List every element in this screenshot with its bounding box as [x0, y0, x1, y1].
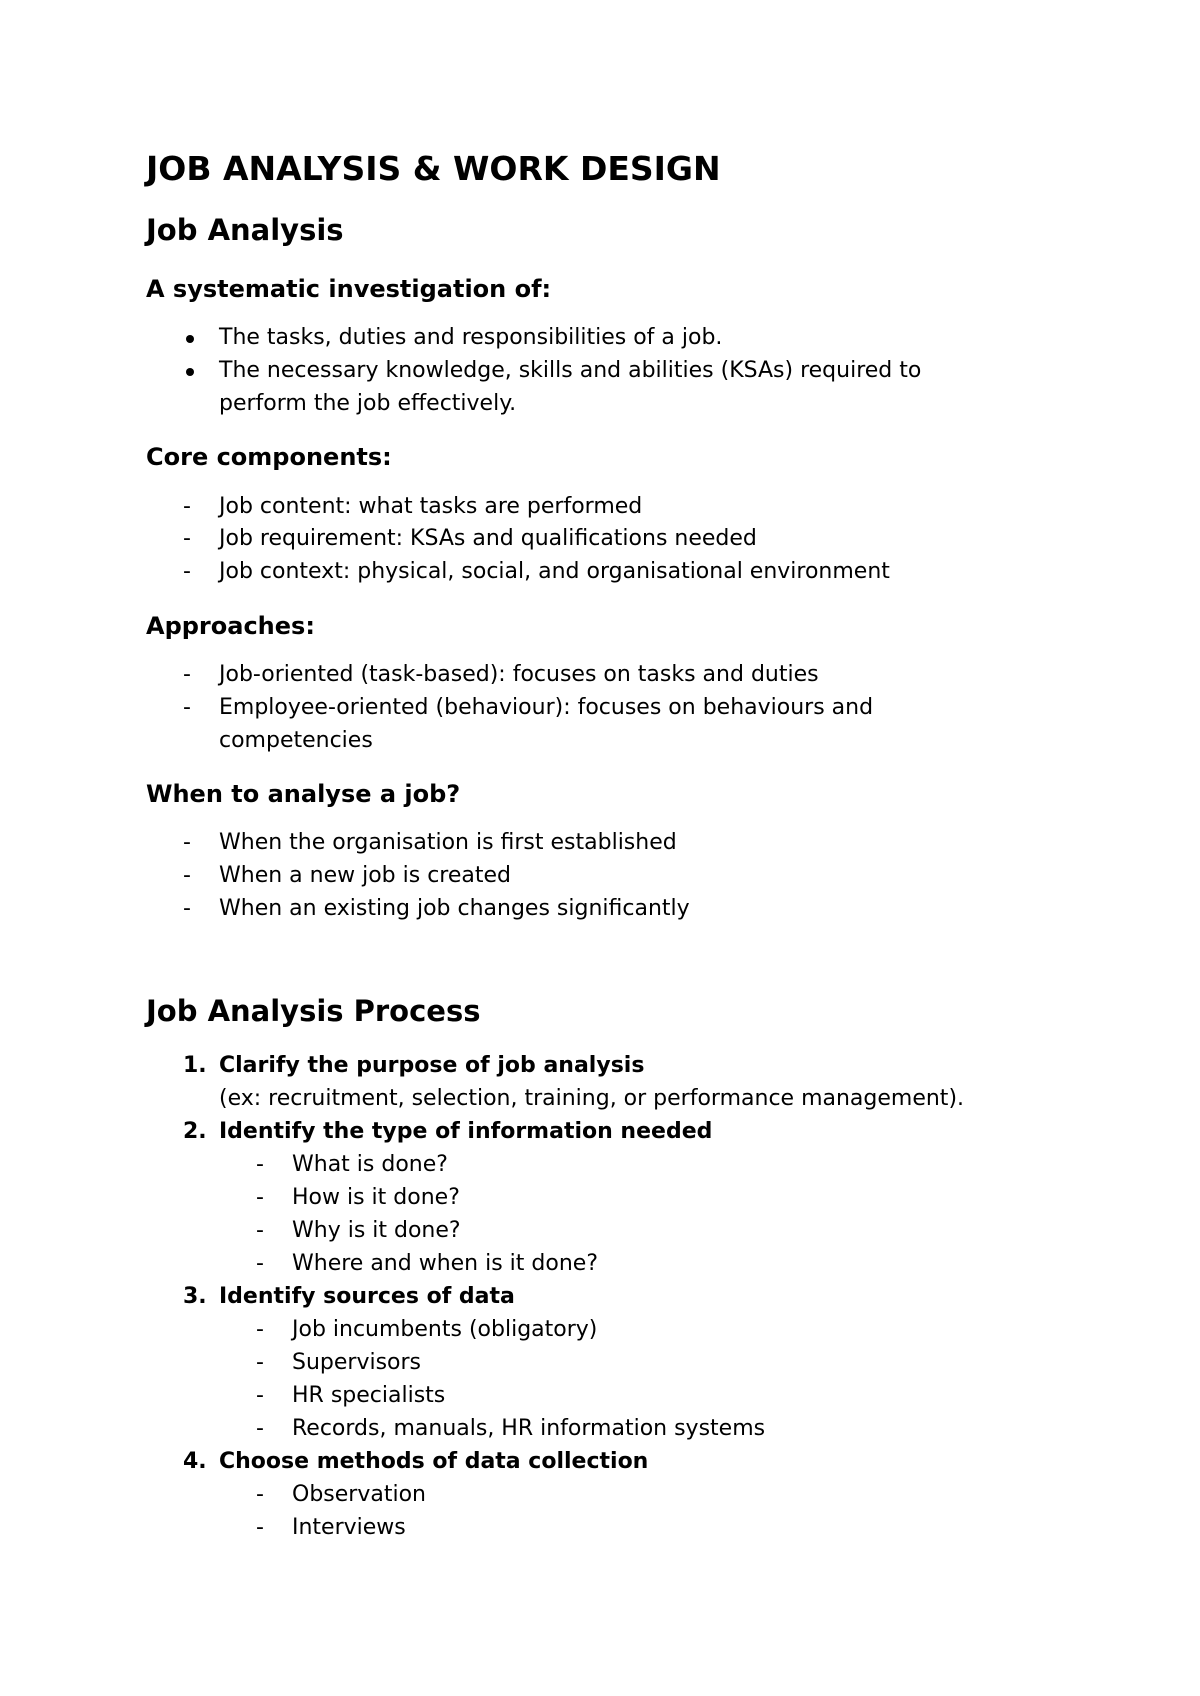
dash-marker: -: [183, 662, 191, 687]
step-title: Identify sources of data: [219, 1284, 515, 1309]
step-note: (ex: recruitment, selection, training, or performance management).: [219, 1086, 965, 1111]
step-title: Clarify the purpose of job analysis: [219, 1053, 645, 1078]
sub-item: Why is it done?: [292, 1218, 461, 1243]
dash-marker: -: [183, 526, 191, 551]
step-number: 4.: [183, 1449, 207, 1474]
list-item: Job context: physical, social, and organisational environment: [219, 559, 890, 584]
list-item: The necessary knowledge, skills and abilities (KSAs) required to: [219, 358, 922, 383]
list-item: When a new job is created: [219, 863, 512, 888]
list-item: Job-oriented (task-based): focuses on tasks and duties: [219, 662, 819, 687]
dash-marker: -: [256, 1383, 264, 1408]
subheading-core-components: Core components:: [146, 443, 392, 471]
document-title: JOB ANALYSIS & WORK DESIGN: [146, 149, 721, 188]
sub-item: Where and when is it done?: [292, 1251, 598, 1276]
list-item: Job content: what tasks are performed: [219, 494, 643, 519]
sub-item: Supervisors: [292, 1350, 422, 1375]
dash-marker: -: [256, 1317, 264, 1342]
step-number: 2.: [183, 1119, 207, 1144]
step-title: Identify the type of information needed: [219, 1119, 713, 1144]
list-item-continuation: perform the job effectively.: [219, 391, 517, 416]
subheading-approaches: Approaches:: [146, 612, 315, 640]
step-number: 1.: [183, 1053, 207, 1078]
dash-marker: -: [183, 863, 191, 888]
sub-item: Job incumbents (obligatory): [292, 1317, 598, 1342]
dash-marker: -: [256, 1218, 264, 1243]
sub-item: Records, manuals, HR information systems: [292, 1416, 766, 1441]
dash-marker: -: [183, 559, 191, 584]
list-item: Job requirement: KSAs and qualifications needed: [219, 526, 757, 551]
dash-marker: -: [256, 1251, 264, 1276]
dash-marker: -: [256, 1482, 264, 1507]
dash-marker: -: [256, 1185, 264, 1210]
step-number: 3.: [183, 1284, 207, 1309]
list-item: The tasks, duties and responsibilities of a job.: [219, 325, 723, 350]
dash-marker: -: [256, 1152, 264, 1177]
bullet-icon: [186, 335, 194, 343]
bullet-icon: [186, 368, 194, 376]
list-item-continuation: competencies: [219, 728, 373, 753]
dash-marker: -: [183, 896, 191, 921]
sub-item: How is it done?: [292, 1185, 460, 1210]
list-item: When an existing job changes significantly: [219, 896, 690, 921]
list-item: Employee-oriented (behaviour): focuses on behaviours and: [219, 695, 874, 720]
sub-item: HR specialists: [292, 1383, 446, 1408]
dash-marker: -: [183, 494, 191, 519]
step-title: Choose methods of data collection: [219, 1449, 649, 1474]
dash-marker: -: [256, 1515, 264, 1540]
dash-marker: -: [256, 1416, 264, 1441]
sub-item: What is done?: [292, 1152, 448, 1177]
dash-marker: -: [256, 1350, 264, 1375]
subheading-when: When to analyse a job?: [146, 780, 461, 808]
section-heading-process: Job Analysis Process: [146, 994, 481, 1028]
sub-item: Observation: [292, 1482, 426, 1507]
list-item: When the organisation is first established: [219, 830, 677, 855]
section-heading-job-analysis: Job Analysis: [146, 213, 344, 247]
dash-marker: -: [183, 830, 191, 855]
dash-marker: -: [183, 695, 191, 720]
sub-item: Interviews: [292, 1515, 406, 1540]
subheading-systematic: A systematic investigation of:: [146, 275, 552, 303]
